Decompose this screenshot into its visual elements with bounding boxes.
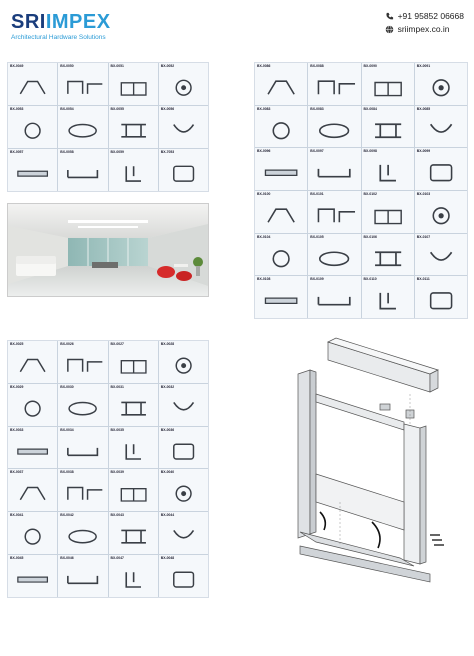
profile-code: BX-0059 [110,150,124,154]
website-row [385,24,464,34]
profile-code: BX-0035 [110,427,124,432]
catalog-bottom-left-item [58,384,107,426]
profile-code: BX-0084 [363,106,377,111]
profile-code: BX-0101 [310,192,324,196]
brand-logo [11,12,111,41]
profile-drawing [109,469,158,511]
profile-drawing [415,234,467,276]
brand-tagline: Architectural Hardware Solutions [11,34,106,41]
profile-code: BX-0049 [10,64,24,68]
profile-drawing [58,341,107,383]
contact-block [385,11,464,37]
profile-code: BX-0050 [60,64,74,68]
catalog-bottom-left-item [109,555,158,597]
profile-drawing [109,512,158,554]
catalog-bottom-left-item [8,512,57,554]
profile-code: BX-0054 [60,107,74,111]
profile-code: BX-0109 [310,277,324,282]
profile-code: BX-0058 [60,150,74,154]
profile-drawing [308,191,360,233]
profile-drawing [159,384,208,426]
profile-drawing [159,341,208,383]
profile-drawing [8,469,57,511]
catalog-bottom-left-item [8,341,57,383]
profile-code: BX-0043 [110,513,124,518]
profile-drawing [362,191,414,233]
profile-code: BX-0025 [10,342,24,346]
assembly-illustration [280,334,460,584]
profile-code: BX-0097 [310,149,324,154]
profile-code: BX-0085 [416,106,431,111]
catalog-top-right-item [255,106,307,148]
catalog-bottom-left-item [109,469,158,511]
profile-code: BX-0048 [160,556,175,561]
profile-drawing [58,384,107,426]
profile-drawing [255,148,307,190]
catalog-top-right-item [255,148,307,190]
profile-drawing [109,384,158,426]
catalog-bottom-left-item [8,427,57,469]
catalog-top-right-item [255,276,307,318]
profile-drawing [308,234,360,276]
profile-drawing [159,106,208,148]
profile-code: BX-0103 [416,192,431,196]
catalog-top-right-item [308,191,360,233]
catalog-top-left-item [159,149,208,191]
profile-drawing [415,63,467,105]
catalog-top-right-item [255,234,307,276]
profile-code: BX-0088 [310,64,324,68]
profile-code: BX-0051 [110,64,124,68]
profile-code: BX-0028 [160,342,175,346]
website-link[interactable]: sriimpex.co.in [397,24,450,34]
globe-icon [385,25,394,34]
profile-drawing [8,384,57,426]
profile-code: BX-0033 [10,427,24,432]
profile-drawing [255,234,307,276]
profile-code: BX-0053 [10,107,24,111]
profile-code: BX-0047 [110,556,124,561]
profile-drawing [8,512,57,554]
profile-drawing [159,63,208,105]
profile-drawing [415,276,467,318]
catalog-bottom-left-item [109,427,158,469]
catalog-bottom-left-item [159,555,208,597]
catalog-bottom-left-item [8,555,57,597]
profile-code: BX-0036 [160,427,175,432]
profile-code: BX-0055 [110,107,124,111]
profile-code: BX-0091 [416,64,431,68]
catalog-top-right-item [362,106,414,148]
profile-code: BX-0098 [363,149,377,154]
catalog-bottom-left-item [159,469,208,511]
profile-drawing [58,555,107,597]
interior-photo [7,203,209,297]
profile-drawing [58,512,107,554]
catalog-top-left-item [8,63,57,105]
profile-code: BX-0057 [10,150,24,154]
profile-code: BX-0046 [60,556,74,561]
profile-drawing [159,469,208,511]
profile-code: BX-0039 [110,470,124,475]
catalog-top-right-item [308,106,360,148]
catalog-top-left-item [8,149,57,191]
brand-name [11,12,111,32]
profile-drawing [8,149,57,191]
profile-drawing [8,427,57,469]
catalog-bottom-left-item [159,427,208,469]
catalog-top-right-item [415,63,467,105]
catalog-bottom-left-item [109,512,158,554]
profile-drawing [308,63,360,105]
profile-code: BX-0099 [416,149,431,154]
profile-drawing [159,512,208,554]
profile-code: BX-0027 [110,342,124,346]
profile-code: BX-0026 [60,342,74,346]
catalog-top-right [254,62,468,319]
catalog-bottom-left-item [58,512,107,554]
profile-code: BX-0108 [257,277,271,282]
profile-code: BX-0110 [363,277,377,282]
profile-drawing [159,427,208,469]
profile-drawing [8,341,57,383]
profile-code: BX-7053 [160,150,175,154]
profile-code: BX-0042 [60,513,74,518]
profile-drawing [109,63,158,105]
catalog-top-right-item [362,276,414,318]
profile-drawing [109,555,158,597]
catalog-bottom-left [7,340,209,598]
profile-code: BX-0052 [160,64,175,68]
profile-code: BX-0104 [257,234,271,239]
profile-drawing [255,63,307,105]
catalog-top-left-item [109,106,158,148]
profile-drawing [362,63,414,105]
phone-number[interactable]: +91 95852 06668 [397,11,464,21]
catalog-top-right-item [362,234,414,276]
profile-drawing [255,106,307,148]
profile-code: BX-0105 [310,234,324,239]
catalog-bottom-left-item [8,469,57,511]
profile-drawing [8,63,57,105]
catalog-top-right-item [362,63,414,105]
catalog-top-right-item [308,234,360,276]
catalog-top-right-item [415,148,467,190]
profile-drawing [415,191,467,233]
profile-drawing [255,191,307,233]
profile-code: BX-0037 [10,470,24,475]
profile-drawing [8,555,57,597]
catalog-top-right-item [415,106,467,148]
catalog-top-left [7,62,209,192]
catalog-top-right-item [415,276,467,318]
catalog-top-right-item [255,63,307,105]
profile-code: BX-0038 [60,470,74,475]
catalog-bottom-left-item [58,555,107,597]
profile-code: BX-0030 [60,384,74,389]
catalog-bottom-left-item [159,341,208,383]
profile-drawing [308,106,360,148]
catalog-bottom-left-item [8,384,57,426]
catalog-bottom-left-item [109,341,158,383]
profile-code: BX-0083 [310,106,324,111]
profile-code: BX-0031 [110,384,124,389]
profile-code: BX-0034 [60,427,74,432]
profile-drawing [109,149,158,191]
catalog-top-left-item [8,106,57,148]
profile-drawing [415,148,467,190]
profile-drawing [308,148,360,190]
profile-code: BX-0056 [160,107,175,111]
profile-drawing [109,341,158,383]
profile-code: BX-0086 [257,64,271,68]
catalog-top-left-item [109,63,158,105]
catalog-top-left-item [109,149,158,191]
catalog-top-right-item [362,191,414,233]
catalog-top-right-item [362,148,414,190]
profile-drawing [58,427,107,469]
catalog-top-left-item [159,106,208,148]
profile-code: BX-0107 [416,234,431,239]
catalog-top-left-item [58,106,107,148]
profile-code: BX-0106 [363,234,377,239]
brand-name-part2: IMPEX [45,11,111,33]
profile-drawing [8,106,57,148]
profile-drawing [159,149,208,191]
catalog-bottom-left-item [109,384,158,426]
catalog-top-left-item [58,149,107,191]
profile-code: BX-0032 [160,384,175,389]
catalog-top-right-item [308,148,360,190]
profile-drawing [58,149,107,191]
profile-code: BX-0090 [363,64,377,68]
catalog-top-right-item [255,191,307,233]
profile-drawing [308,276,360,318]
profile-code: BX-0102 [363,192,377,196]
profile-code: BX-0041 [10,513,24,518]
catalog-bottom-left-item [159,384,208,426]
catalog-top-right-item [415,234,467,276]
profile-drawing [362,106,414,148]
profile-drawing [109,427,158,469]
catalog-top-left-item [159,63,208,105]
sliding-door-assembly-diagram [280,334,460,584]
profile-code: BX-0096 [257,149,271,154]
brand-name-part1: SRI [11,11,46,33]
profile-drawing [362,276,414,318]
profile-drawing [58,63,107,105]
profile-code: BX-0040 [160,470,175,475]
profile-drawing [415,106,467,148]
profile-code: BX-0045 [10,556,24,561]
interior-room-image [8,204,208,296]
profile-code: BX-0029 [10,384,24,389]
profile-drawing [58,106,107,148]
catalog-top-right-item [308,276,360,318]
profile-code: BX-0100 [257,192,271,196]
profile-drawing [255,276,307,318]
profile-drawing [159,555,208,597]
phone-row [385,11,464,21]
catalog-top-right-item [308,63,360,105]
phone-icon [385,12,394,21]
profile-drawing [362,148,414,190]
catalog-top-left-item [58,63,107,105]
profile-drawing [58,469,107,511]
profile-code: BX-0044 [160,513,175,518]
catalog-bottom-left-item [159,512,208,554]
profile-drawing [362,234,414,276]
profile-code: BX-0083 [257,106,271,111]
profile-code: BX-0111 [416,277,430,282]
catalog-bottom-left-item [58,341,107,383]
catalog-top-right-item [415,191,467,233]
catalog-bottom-left-item [58,469,107,511]
catalog-bottom-left-item [58,427,107,469]
profile-drawing [109,106,158,148]
